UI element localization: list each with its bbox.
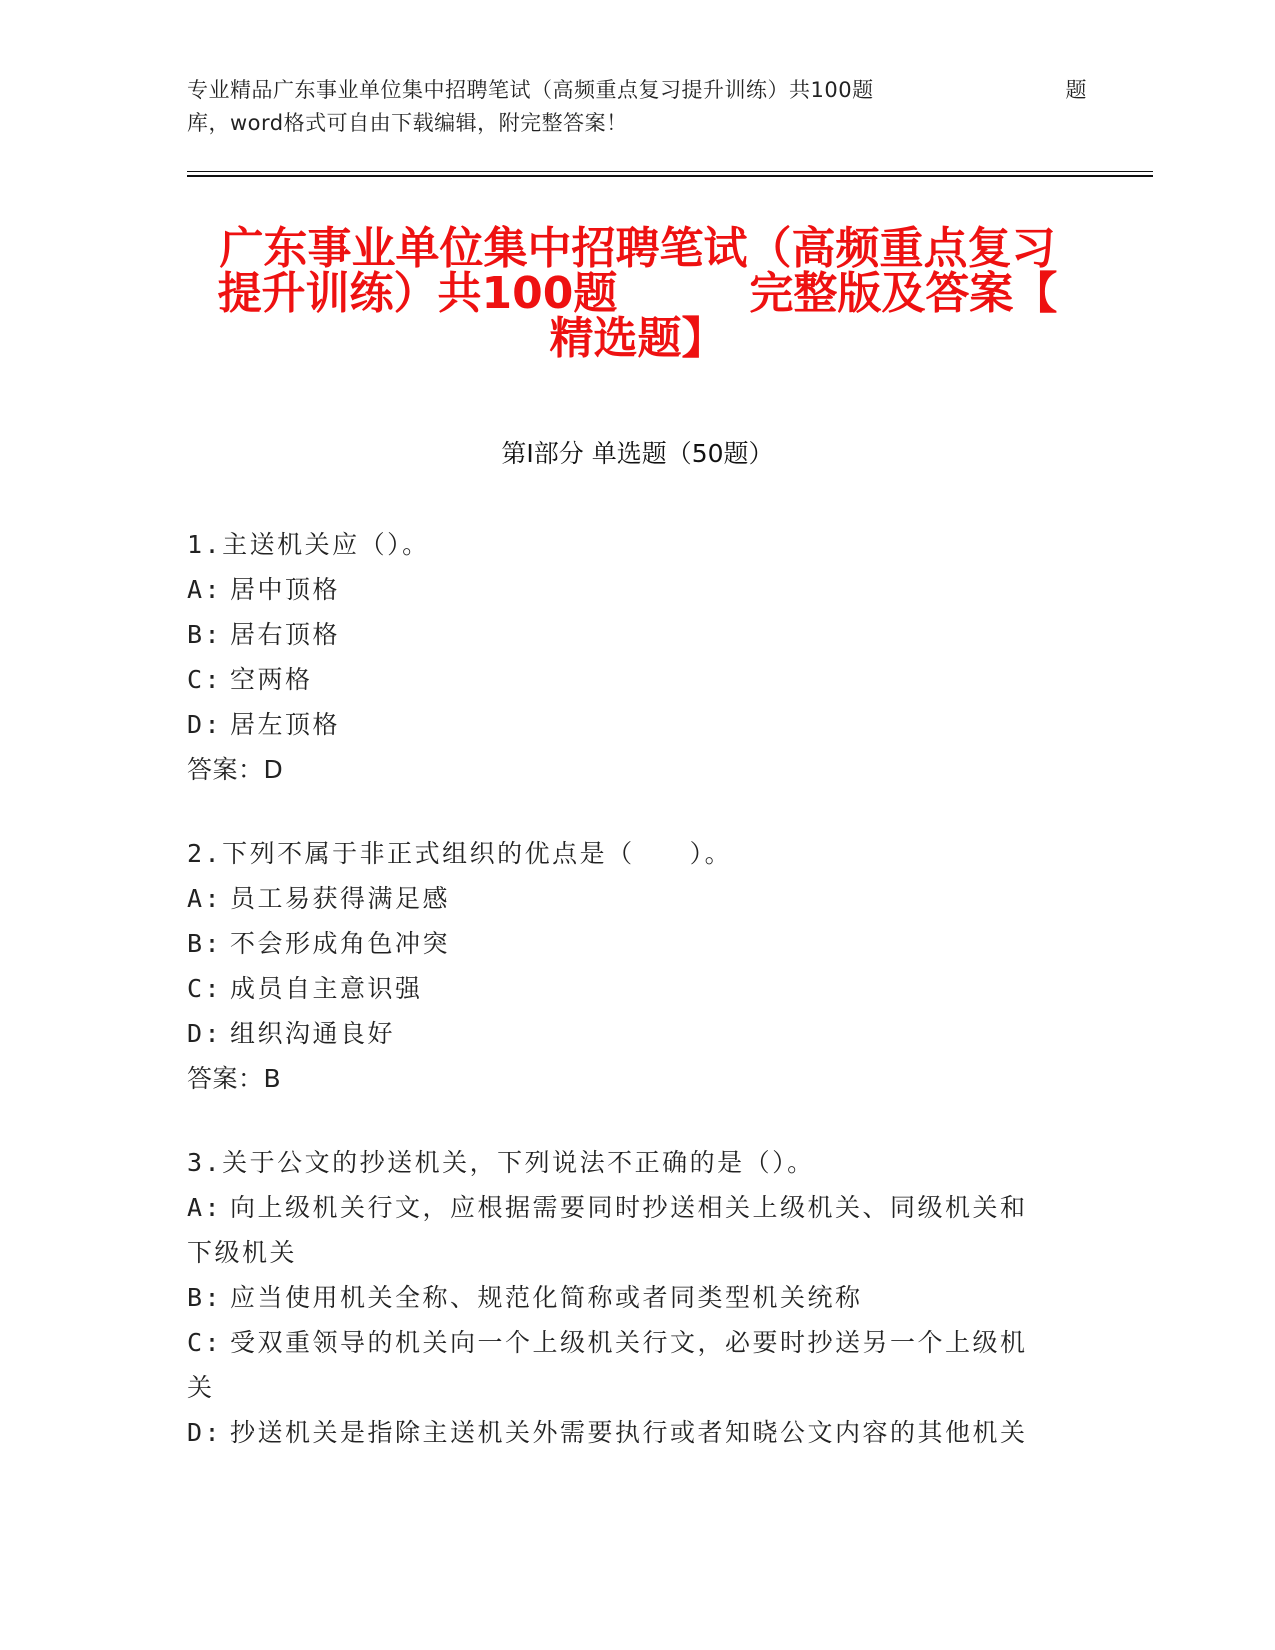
option-text: 向上级机关行文，应根据需要同时抄送相关上级机关、同级机关和 (230, 1193, 1028, 1222)
title-line-3: 精选题】 (549, 313, 726, 364)
title-line-2: 提升训练）共100题 完整版及答案【 (217, 268, 1058, 319)
document-title (150, 223, 1125, 364)
option-text: 应当使用机关全称、规范化简称或者同类型机关统称 (230, 1283, 863, 1312)
option-label: B: (187, 620, 223, 649)
option-text: 不会形成角色冲突 (230, 929, 451, 958)
option-d (187, 1410, 1067, 1455)
option-a-continued: 下级机关 (187, 1238, 298, 1267)
header-text-1: 专业精品广东事业单位集中招聘笔试（高频重点复习提升训练）共100题 (187, 78, 874, 102)
header-line-2: 库，word格式可自由下载编辑，附完整答案！ (187, 111, 628, 135)
option-text: 空两格 (230, 665, 313, 694)
option-b (187, 921, 1067, 966)
option-c-continued: 关 (187, 1373, 215, 1402)
option-label: D: (187, 710, 223, 739)
option-text: 员工易获得满足感 (230, 884, 451, 913)
option-b (187, 1275, 1067, 1320)
option-a (187, 876, 1067, 921)
header-rule-bottom (187, 175, 1153, 177)
option-label: C: (187, 665, 223, 694)
question-3 (187, 1140, 1067, 1455)
option-label: D: (187, 1019, 223, 1048)
option-d (187, 1011, 1067, 1056)
option-text: 居左顶格 (230, 710, 341, 739)
page-header (187, 74, 1087, 140)
title-line-1: 广东事业单位集中招聘笔试（高频重点复习 (219, 223, 1056, 274)
option-text: 居右顶格 (230, 620, 341, 649)
option-text: 组织沟通良好 (230, 1019, 396, 1048)
question-stem: 2.下列不属于非正式组织的优点是（ ）。 (187, 839, 733, 868)
question-spacer (187, 1101, 1067, 1140)
question-list (187, 522, 1067, 1455)
header-rule-top (187, 171, 1153, 172)
question-1 (187, 522, 1067, 792)
option-b (187, 612, 1067, 657)
option-d (187, 702, 1067, 747)
header-line-1 (187, 74, 1087, 107)
option-label: C: (187, 1328, 223, 1357)
option-text: 居中顶格 (230, 575, 341, 604)
section-heading: 第Ⅰ部分 单选题（50题） (501, 439, 774, 468)
option-a (187, 1185, 1067, 1230)
option-label: A: (187, 575, 223, 604)
question-stem: 1.主送机关应（）。 (187, 530, 430, 559)
question-stem: 3.关于公文的抄送机关，下列说法不正确的是（）。 (187, 1148, 815, 1177)
question-spacer (187, 792, 1067, 831)
option-c (187, 1320, 1067, 1365)
option-label: A: (187, 884, 223, 913)
option-label: B: (187, 929, 223, 958)
option-label: D: (187, 1418, 223, 1447)
question-2 (187, 831, 1067, 1101)
answer: 答案：B (187, 1064, 282, 1093)
option-text: 受双重领导的机关向一个上级机关行文，必要时抄送另一个上级机 (230, 1328, 1028, 1357)
option-c (187, 966, 1067, 1011)
option-label: A: (187, 1193, 223, 1222)
option-label: B: (187, 1283, 223, 1312)
header-text-1-end: 题 (1065, 78, 1087, 102)
option-label: C: (187, 974, 223, 1003)
option-a (187, 567, 1067, 612)
option-text: 成员自主意识强 (230, 974, 423, 1003)
answer: 答案：D (187, 755, 284, 784)
option-c (187, 657, 1067, 702)
option-text: 抄送机关是指除主送机关外需要执行或者知晓公文内容的其他机关 (230, 1418, 1028, 1447)
